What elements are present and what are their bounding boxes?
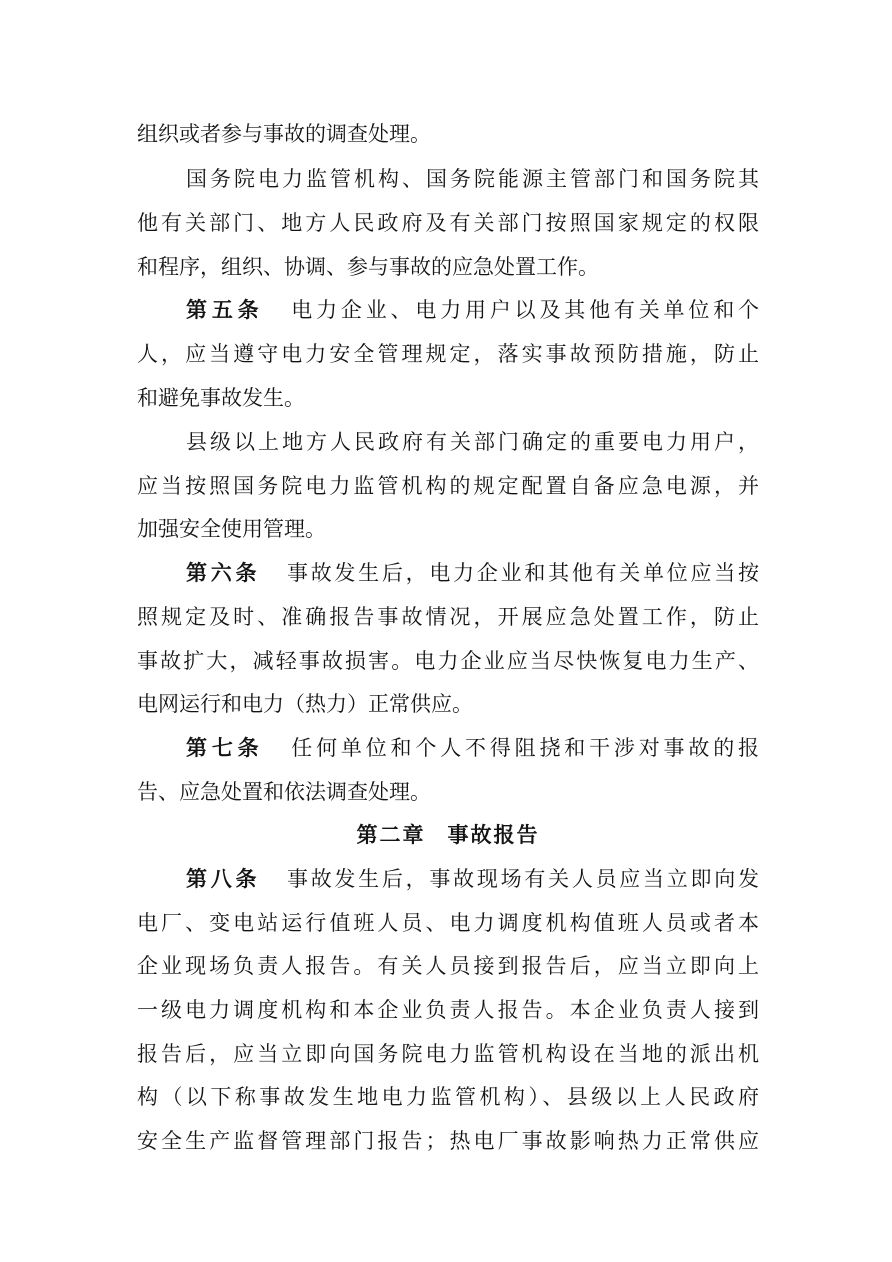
article-text: 任何单位和个人不得阻挠和干涉对事故的报 [287, 736, 759, 760]
text-line: 和避免事故发生。 [137, 386, 305, 410]
article-number: 第七条 [186, 735, 264, 760]
text-line: 国务院电力监管机构、国务院能源主管部门和国务院其 [186, 167, 759, 191]
text-line: 照规定及时、准确报告事故情况，开展应急处置工作，防止 [137, 605, 759, 629]
article-number: 第八条 [186, 866, 261, 891]
article-number: 第六条 [186, 560, 261, 585]
article-line [186, 857, 759, 901]
text-line: 事故扩大，减轻事故损害。电力企业应当尽快恢复电力生产、 [137, 649, 759, 673]
text-line: 企业现场负责人报告。有关人员接到报告后，应当立即向上 [137, 954, 759, 978]
text-line: 报告后，应当立即向国务院电力监管机构设在当地的派出机 [137, 1042, 759, 1066]
article-text: 事故发生后，电力企业和其他有关单位应当按 [284, 561, 759, 585]
text-line: 构（以下称事故发生地电力监管机构）、县级以上人民政府 [137, 1085, 759, 1109]
article-text: 事故发生后，事故现场有关人员应当立即向发 [284, 867, 759, 891]
chapter-title: 事故报告 [447, 822, 540, 847]
text-line: 组织或者参与事故的调查处理。 [137, 122, 431, 146]
chapter-heading [137, 813, 759, 857]
text-line: 加强安全使用管理。 [137, 517, 326, 541]
text-line: 和程序，组织、协调、参与事故的应急处置工作。 [137, 255, 599, 279]
text-line: 安全生产监督管理部门报告；热电厂事故影响热力正常供应 [137, 1129, 759, 1153]
text-line: 县级以上地方人民政府有关部门确定的重要电力用户， [186, 430, 759, 454]
text-line: 电厂、变电站运行值班人员、电力调度机构值班人员或者本 [137, 911, 759, 935]
text-line: 应当按照国务院电力监管机构的规定配置自备应急电源，并 [137, 474, 759, 498]
article-line [186, 726, 759, 770]
text-line: 他有关部门、地方人民政府及有关部门按照国家规定的权限 [137, 211, 759, 235]
article-number: 第五条 [186, 297, 264, 322]
article-line [186, 551, 759, 595]
text-line: 一级电力调度机构和本企业负责人报告。本企业负责人接到 [137, 998, 759, 1022]
text-line: 告、应急处置和依法调查处理。 [137, 780, 431, 804]
article-text: 电力企业、电力用户以及其他有关单位和个 [287, 298, 759, 322]
text-line: 电网运行和电力（热力）正常供应。 [137, 692, 473, 716]
article-line [186, 288, 759, 332]
chapter-number: 第二章 [356, 822, 426, 847]
text-line: 人，应当遵守电力安全管理规定，落实事故预防措施，防止 [137, 342, 759, 366]
